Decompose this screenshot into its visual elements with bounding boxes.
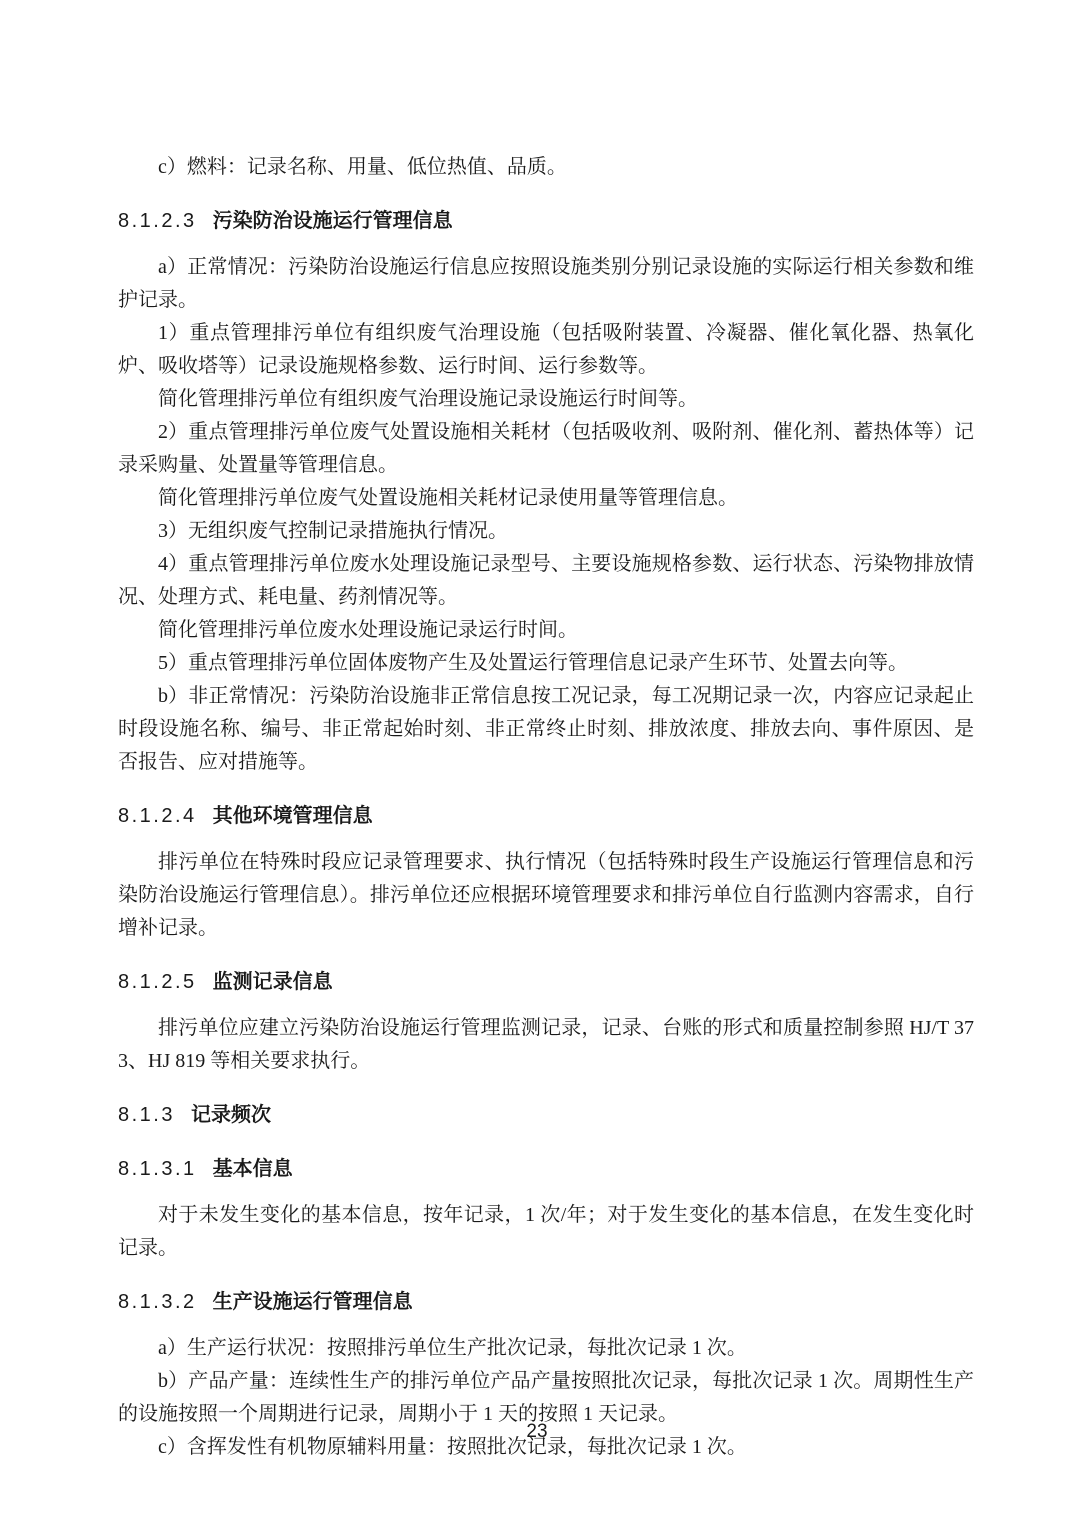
section-heading (118, 1286, 974, 1319)
paragraph: b）非正常情况：污染防治设施非正常信息按工况记录，每工况期记录一次，内容应记录起止时段设施名称、编号、非正常起始时刻、非正常终止时刻、排放浓度、排放去向、事件原因、是否报告、应对措施等。 (118, 685, 974, 773)
section-number: 8.1.3 (118, 1104, 175, 1126)
paragraph: 2）重点管理排污单位废气处置设施相关耗材（包括吸收剂、吸附剂、催化剂、蓄热体等）记录采购量、处置量等管理信息。 (118, 421, 974, 476)
paragraph: 3）无组织废气控制记录措施执行情况。 (158, 520, 508, 542)
section-title: 监测记录信息 (212, 971, 333, 993)
paragraph: c）燃料：记录名称、用量、低位热值、品质。 (158, 156, 567, 178)
paragraph: 排污单位应建立污染防治设施运行管理监测记录，记录、台账的形式和质量控制参照 HJ/T 373、HJ 819 等相关要求执行。 (118, 1017, 974, 1072)
section-heading (118, 205, 974, 238)
paragraph: 对于未发生变化的基本信息，按年记录，1 次/年；对于发生变化的基本信息，在发生变化时记录。 (118, 1204, 974, 1259)
paragraph: 1）重点管理排污单位有组织废气治理设施（包括吸附装置、冷凝器、催化氧化器、热氧化炉、吸收塔等）记录设施规格参数、运行时间、运行参数等。 (118, 322, 974, 377)
paragraph: 4）重点管理排污单位废水处理设施记录型号、主要设施规格参数、运行状态、污染物排放情况、处理方式、耗电量、药剂情况等。 (118, 553, 974, 608)
paragraph: 简化管理排污单位废气处置设施相关耗材记录使用量等管理信息。 (158, 487, 738, 509)
paragraph: 简化管理排污单位废水处理设施记录运行时间。 (158, 619, 578, 641)
section-heading (118, 966, 974, 999)
paragraph: a）生产运行状况：按照排污单位生产批次记录，每批次记录 1 次。 (158, 1337, 747, 1359)
section-heading (118, 1099, 974, 1132)
section-number: 8.1.2.5 (118, 971, 197, 993)
page-content (118, 151, 974, 1464)
section-number: 8.1.3.2 (118, 1291, 197, 1313)
paragraph: c）含挥发性有机物原辅料用量：按照批次记录，每批次记录 1 次。 (158, 1436, 747, 1458)
section-number: 8.1.3.1 (118, 1158, 197, 1180)
paragraph: a）正常情况：污染防治设施运行信息应按照设施类别分别记录设施的实际运行相关参数和维护记录。 (118, 256, 974, 311)
paragraph: 5）重点管理排污单位固体废物产生及处置运行管理信息记录产生环节、处置去向等。 (158, 652, 908, 674)
paragraph: 排污单位在特殊时段应记录管理要求、执行情况（包括特殊时段生产设施运行管理信息和污染防治设施运行管理信息）。排污单位还应根据环境管理要求和排污单位自行监测内容需求，自行增补记录。 (118, 851, 974, 939)
section-title: 生产设施运行管理信息 (212, 1291, 413, 1313)
section-heading (118, 1153, 974, 1186)
paragraph: b）产品产量：连续性生产的排污单位产品产量按照批次记录，每批次记录 1 次。周期性生产的设施按照一个周期进行记录，周期小于 1 天的按照 1 天记录。 (118, 1370, 974, 1425)
section-title: 污染防治设施运行管理信息 (212, 210, 453, 232)
page-footer (0, 1420, 1074, 1444)
section-title: 其他环境管理信息 (212, 805, 373, 827)
section-title: 基本信息 (212, 1158, 293, 1180)
section-title: 记录频次 (190, 1104, 271, 1126)
paragraph: 简化管理排污单位有组织废气治理设施记录设施运行时间等。 (158, 388, 698, 410)
page-number: 23 (526, 1421, 548, 1442)
section-number: 8.1.2.4 (118, 805, 197, 827)
section-number: 8.1.2.3 (118, 210, 197, 232)
section-heading (118, 800, 974, 833)
